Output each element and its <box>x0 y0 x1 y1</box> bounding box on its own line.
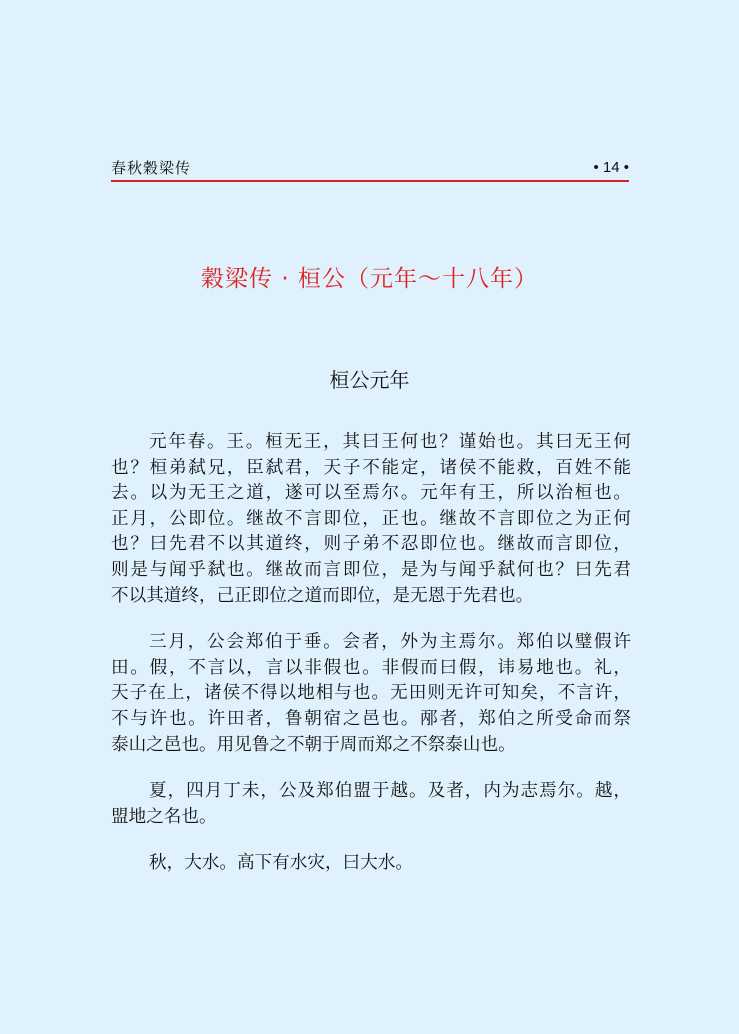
text-line: 不以其道终，己正即位之道而即位，是无恩于先君也。 <box>111 585 534 606</box>
text-line: 秋，大水。高下有水灾，曰大水。 <box>149 853 413 874</box>
section-title: 桓公元年 <box>329 368 410 392</box>
chapter-title: 穀梁传 · 桓公（元年～十八年） <box>201 266 538 292</box>
paragraph <box>111 630 631 758</box>
paragraph <box>111 779 631 830</box>
text-line: 泰山之邑也。用见鲁之不朝于周而郑之不祭泰山也。 <box>111 734 516 755</box>
text-line: 夏，四月丁未，公及郑伯盟于越。及者，内为志焉尔。越， <box>149 781 631 802</box>
text-line: 元年春。王。桓无王，其曰王何也？谨始也。其曰无王何 <box>149 432 631 452</box>
text-line: 也？桓弟弑兄，臣弑君，天子不能定，诸侯不能救，百姓不能 <box>111 457 631 478</box>
text-line: 则是与闻乎弑也。继故而言即位，是为与闻乎弑何也？曰先君 <box>111 559 631 580</box>
running-header <box>111 158 629 182</box>
text-line: 也？曰先君不以其道终，则子弟不忍即位也。继故而言即位， <box>111 534 631 555</box>
paragraph <box>111 851 631 877</box>
text-line: 三月，公会郑伯于垂。会者，外为主焉尔。郑伯以璧假许 <box>149 632 631 653</box>
text-line: 田。假，不言以，言以非假也。非假而曰假，讳易地也。礼， <box>111 657 631 678</box>
paragraph <box>111 430 631 609</box>
text-line: 不与许也。许田者，鲁朝宿之邑也。邴者，郑伯之所受命而祭 <box>111 708 631 729</box>
text-line: 天子在上，诸侯不得以地相与也。无田则无许可知矣，不言许， <box>111 683 631 704</box>
text-line: 正月，公即位。继故不言即位，正也。继故不言即位之为正何 <box>111 508 631 529</box>
book-title: 春秋穀梁传 <box>111 159 192 177</box>
body-text <box>111 430 631 898</box>
text-line: 去。以为无王之道，遂可以至焉尔。元年有王，所以治桓也。 <box>111 483 631 504</box>
text-line: 盟地之名也。 <box>111 806 217 827</box>
page-number: • 14 • <box>593 159 629 176</box>
